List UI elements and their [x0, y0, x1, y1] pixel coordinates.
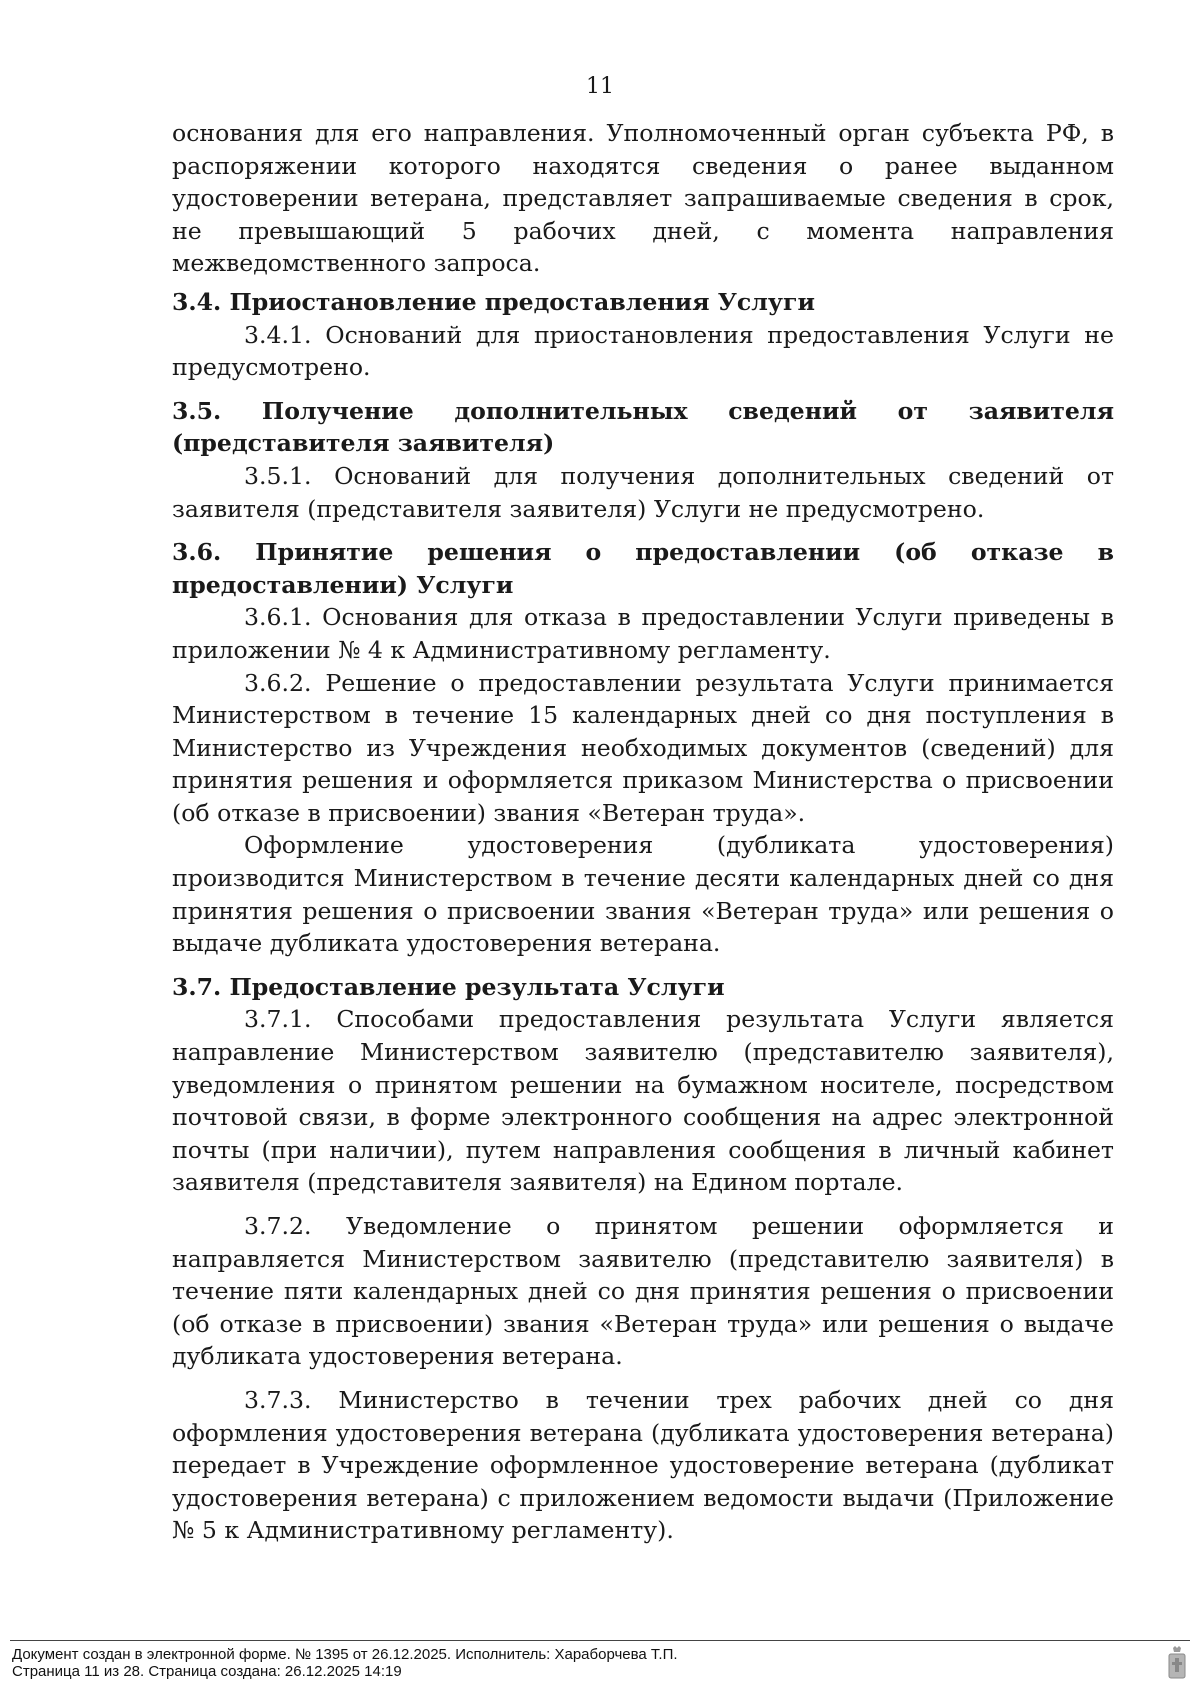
section-heading-3-7: 3.7. Предоставление результата Услуги: [172, 972, 725, 1001]
section-heading-3-6: 3.6. Принятие решения о предоставлении (об отказе в предоставлении) Услуги: [172, 538, 1114, 599]
paragraph-3-7-2: 3.7.2. Уведомление о принятом решении оформляется и направляется Министерством заявителю (представителю заявителя) в течение пяти календарных дней со дня принятия решения о присвоении (об отказе в присвоении) звания «Ветеран труда» или решения о выдаче дубликата удостоверения ветерана.: [172, 1212, 1114, 1371]
document-footer: [0, 1640, 1200, 1698]
paragraph-3-7-1: 3.7.1. Способами предоставления результата Услуги является направление Министерством заявителю (представителю заявителя), уведомления о принятом решении на бумажном носителе, посредством почтовой связи, в форме электронного сообщения на адрес электронной почты (при наличии), путем направления сообщения в личный кабинет заявителя (представителя заявителя) на Едином портале.: [172, 1005, 1114, 1197]
paragraph-3-6-2-continued: Оформление удостоверения (дубликата удостоверения) производится Министерством в течение десяти календарных дней со дня принятия решения о присвоении звания «Ветеран труда» или решения о выдаче дубликата удостоверения ветерана.: [172, 831, 1114, 958]
paragraph-3-7-3: 3.7.3. Министерство в течении трех рабочих дней со дня оформления удостоверения ветерана (дубликата удостоверения ветерана) передает в Учреждение оформленное удостоверение ветерана (дубликат удостоверения ветерана) с приложением ведомости выдачи (Приложение № 5 к Административному регламенту).: [172, 1385, 1114, 1545]
section-heading-3-5: 3.5. Получение дополнительных сведений от заявителя (представителя заявителя): [172, 396, 1114, 458]
footer-line-2: Страница 11 из 28. Страница создана: 26.12.2025 14:19: [12, 1663, 402, 1680]
footer-text: [12, 1646, 678, 1680]
paragraph-3-6-2: 3.6.2. Решение о предоставлении результата Услуги принимается Министерством в течение 15 календарных дней со дня поступления в Министерство из Учреждения необходимых документов (сведений) для принятия решения и оформляется приказом Министерства о присвоении (об отказе в присвоении) звания «Ветеран труда».: [172, 668, 1114, 827]
document-body: [172, 117, 1114, 1547]
footer-line-1: Документ создан в электронной форме. № 1395 от 26.12.2025. Исполнитель: Хараборчева Т.П.: [12, 1646, 678, 1663]
section-heading-3-4: 3.4. Приостановление предоставления Услуги: [172, 287, 815, 316]
coat-of-arms-icon: [1166, 1645, 1188, 1681]
page-number: 11: [586, 74, 614, 99]
paragraph-3-6-1: 3.6.1. Основания для отказа в предоставлении Услуги приведены в приложении № 4 к Административному регламенту.: [172, 603, 1114, 664]
footer-divider: [10, 1640, 1190, 1641]
paragraph-3-5-1: 3.5.1. Оснований для получения дополнительных сведений от заявителя (представителя заявителя) Услуги не предусмотрено.: [172, 461, 1114, 523]
paragraph-continuation: основания для его направления. Уполномоченный орган субъекта РФ, в распоряжении которого находятся сведения о ранее выданном удостоверении ветерана, представляет запрашиваемые сведения в срок, не превышающий 5 рабочих дней, с момента направления межведомственного запроса.: [172, 119, 1114, 278]
paragraph-3-4-1: 3.4.1. Оснований для приостановления предоставления Услуги не предусмотрено.: [172, 320, 1114, 382]
